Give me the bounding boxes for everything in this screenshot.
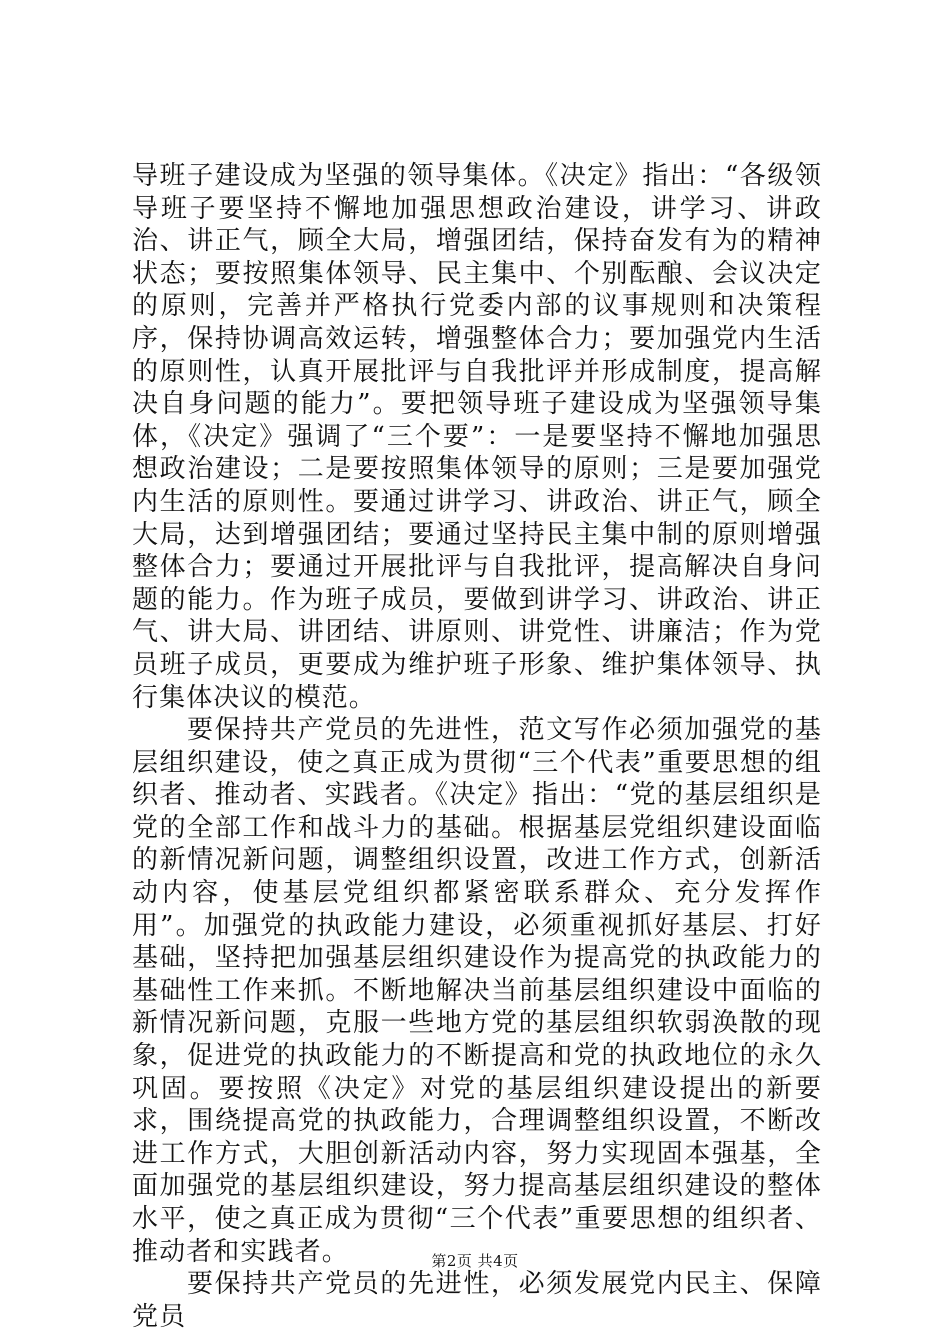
document-body [132,160,822,1333]
body-paragraph-1: 导班子建设成为坚强的领导集体。《决定》指出：“各级领导班子要坚持不懈地加强思想政治建设，讲学习、讲政治、讲正气，顾全大局，增强团结，保持奋发有为的精神状态；要按照集体领导、民主集中、个别酝酿、会议决定的原则，完善并严格执行党委内部的议事规则和决策程序，保持协调高效运转，增强整体合力；要加强党内生活的原则性，认真开展批评与自我批评并形成制度，提高解决自身问题的能力”。要把领导班子建设成为坚强领导集体，《决定》强调了“三个要”：一是要坚持不懈地加强思想政治建设；二是要按照集体领导的原则；三是要加强党内生活的原则性。要通过讲学习、讲政治、讲正气，顾全大局，达到增强团结；要通过坚持民主集中制的原则增强整体合力；要通过开展批评与自我批评，提高解决自身问题的能力。作为班子成员，要做到讲学习、讲政治、讲正气、讲大局、讲团结、讲原则、讲党性、讲廉洁；作为党员班子成员，更要成为维护班子形象、维护集体领导、执行集体决议的模范。 [132,161,822,713]
body-paragraph-3: 要保持共产党员的先进性，必须发展党内民主、保障党员 [132,1269,822,1332]
page-footer: 第2页 共4页 [431,1252,519,1270]
body-paragraph-2: 要保持共产党员的先进性，范文写作必须加强党的基层组织建设，使之真正成为贯彻“三个代表”重要思想的组织者、推动者、实践者。《决定》指出：“党的基层组织是党的全部工作和战斗力的基础。根据基层党组织建设面临的新情况新问题，调整组织设置，改进工作方式，创新活动内容，使基层党组织都紧密联系群众、充分发挥作用”。加强党的执政能力建设，必须重视抓好基层、打好基础，坚持把加强基层组织建设作为提高党的执政能力的基础性工作来抓。不断地解决当前基层组织建设中面临的新情况新问题，克服一些地方党的基层组织软弱涣散的现象，促进党的执政能力的不断提高和党的执政地位的永久巩固。要按照《决定》对党的基层组织建设提出的新要求，围绕提高党的执政能力，合理调整组织设置，不断改进工作方式，大胆创新活动内容，努力实现固本强基，全面加强党的基层组织建设，努力提高基层组织建设的整体水平，使之真正成为贯彻“三个代表”重要思想的组织者、推动者和实践者。 [132,715,822,1267]
